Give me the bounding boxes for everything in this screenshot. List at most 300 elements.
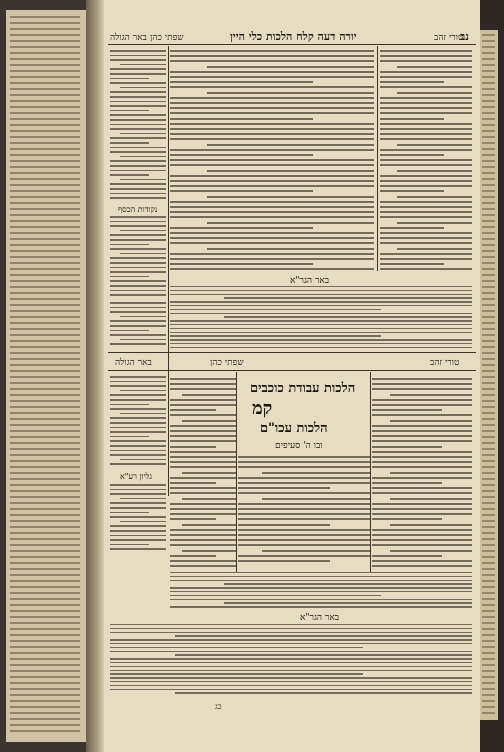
upper-right-column <box>380 50 472 270</box>
text-line <box>10 484 80 486</box>
text-line <box>238 456 370 458</box>
column-divider <box>370 372 371 572</box>
text-line <box>372 487 472 489</box>
text-line <box>482 412 495 414</box>
text-line <box>482 124 495 126</box>
text-line <box>170 253 374 255</box>
text-line <box>10 244 80 246</box>
text-line <box>110 422 166 424</box>
text-line <box>10 310 80 312</box>
text-line <box>482 400 495 402</box>
text-line <box>482 148 495 150</box>
text-line <box>10 346 80 348</box>
text-line <box>10 424 80 426</box>
section-rule <box>108 352 476 353</box>
text-line <box>380 201 472 203</box>
text-line <box>10 34 80 36</box>
text-line <box>10 232 80 234</box>
text-line <box>482 238 495 240</box>
text-line <box>224 316 472 317</box>
text-line <box>10 406 80 408</box>
text-line <box>10 682 80 684</box>
text-line <box>170 492 236 494</box>
text-line <box>110 257 166 259</box>
text-line <box>482 76 495 78</box>
text-line <box>182 420 236 422</box>
text-line <box>482 214 495 216</box>
text-line <box>482 388 495 390</box>
text-line <box>170 343 472 344</box>
text-line <box>170 133 374 135</box>
text-line <box>170 180 374 182</box>
header-author-left: שפתי כהן <box>150 33 184 43</box>
header-author-right: טורי זהב <box>434 33 464 43</box>
text-line <box>110 440 166 442</box>
text-line <box>482 694 495 696</box>
text-line <box>482 142 495 144</box>
text-line <box>10 160 80 162</box>
text-line <box>482 382 495 384</box>
text-line <box>10 262 80 264</box>
text-line <box>10 142 80 144</box>
text-line <box>482 208 495 210</box>
text-line <box>110 216 166 218</box>
text-line <box>380 242 472 244</box>
text-line <box>110 193 166 195</box>
text-line <box>397 196 472 198</box>
text-line <box>10 370 80 372</box>
text-line <box>372 529 472 531</box>
text-line <box>170 565 236 567</box>
side-column-heading: נקודות הכסף <box>118 205 158 214</box>
text-line <box>10 712 80 714</box>
text-line <box>10 598 80 600</box>
text-line <box>372 482 442 484</box>
text-line <box>238 529 370 531</box>
text-line <box>110 96 166 98</box>
text-line <box>380 71 472 73</box>
text-line <box>110 624 472 625</box>
text-line <box>110 59 166 61</box>
text-line <box>482 652 495 654</box>
text-line <box>110 294 166 296</box>
text-line <box>10 298 80 300</box>
text-line <box>170 599 472 600</box>
text-line <box>390 524 472 526</box>
text-line <box>110 280 166 282</box>
text-line <box>170 383 236 385</box>
text-line <box>10 40 80 42</box>
text-line <box>372 388 472 390</box>
text-line <box>10 94 80 96</box>
text-line <box>238 466 370 468</box>
text-line <box>110 91 166 93</box>
text-line <box>120 253 166 255</box>
text-line <box>110 276 149 278</box>
text-line <box>10 724 80 726</box>
text-line <box>170 587 472 588</box>
text-line <box>482 256 495 258</box>
text-line <box>10 526 80 528</box>
text-line <box>110 142 149 144</box>
text-line <box>10 556 80 558</box>
text-line <box>380 180 472 182</box>
text-line <box>110 643 472 644</box>
text-line <box>170 309 381 310</box>
text-line <box>10 634 80 636</box>
side-column-label: באר הגולה <box>110 33 147 43</box>
text-line <box>10 124 80 126</box>
lower-header-right: טורי זהב <box>430 358 460 368</box>
text-line <box>110 320 166 322</box>
text-line <box>380 50 472 52</box>
text-line <box>10 136 80 138</box>
text-line <box>238 477 370 479</box>
text-line <box>10 718 80 720</box>
text-line <box>482 268 495 270</box>
text-line <box>110 82 166 84</box>
text-line <box>170 513 236 515</box>
text-line <box>372 435 472 437</box>
text-line <box>110 507 166 509</box>
text-line <box>170 555 216 557</box>
text-line <box>10 106 80 108</box>
text-line <box>238 560 330 562</box>
text-line <box>380 253 472 255</box>
text-line <box>110 165 166 167</box>
text-line <box>380 258 472 260</box>
text-line <box>10 574 80 576</box>
text-line <box>390 420 472 422</box>
text-line <box>170 435 236 437</box>
text-line <box>372 399 472 401</box>
text-line <box>482 658 495 660</box>
text-line <box>380 263 444 265</box>
text-line <box>482 52 495 54</box>
text-line <box>170 487 236 489</box>
text-line <box>110 221 166 223</box>
text-line <box>110 628 472 629</box>
text-line <box>170 388 236 390</box>
text-line <box>10 340 80 342</box>
text-line <box>207 222 374 224</box>
text-line <box>482 460 495 462</box>
text-line <box>10 460 80 462</box>
text-line <box>170 591 472 592</box>
text-line <box>482 34 495 36</box>
text-line <box>170 50 374 52</box>
header-rule <box>108 44 476 45</box>
text-line <box>110 539 166 541</box>
text-line <box>482 508 495 510</box>
text-line <box>390 394 472 396</box>
text-line <box>482 586 495 588</box>
text-line <box>170 81 313 83</box>
text-line <box>10 514 80 516</box>
text-line <box>110 128 166 130</box>
text-line <box>238 461 370 463</box>
text-line <box>110 105 166 107</box>
text-line <box>482 286 495 288</box>
text-line <box>110 685 472 686</box>
text-line <box>110 110 149 112</box>
text-line <box>262 498 370 500</box>
page-number: נב <box>460 30 469 43</box>
text-line <box>170 560 236 562</box>
text-line <box>110 385 166 387</box>
text-line <box>110 137 166 139</box>
text-line <box>110 535 166 537</box>
text-line <box>170 409 216 411</box>
text-line <box>10 610 80 612</box>
text-line <box>482 418 495 420</box>
text-line <box>10 190 80 192</box>
text-line <box>10 604 80 606</box>
text-line <box>482 592 495 594</box>
text-line <box>120 87 166 89</box>
text-line <box>10 304 80 306</box>
text-line <box>110 450 166 452</box>
text-line <box>482 466 495 468</box>
text-line <box>110 662 472 663</box>
text-line <box>10 394 80 396</box>
text-line <box>170 456 236 458</box>
text-line <box>482 340 495 342</box>
text-line <box>482 232 495 234</box>
text-line <box>380 154 444 156</box>
text-line <box>120 316 166 318</box>
text-line <box>482 40 495 42</box>
text-line <box>10 706 80 708</box>
text-line <box>110 512 149 514</box>
column-divider <box>236 372 237 572</box>
gilyon-notes <box>110 484 166 554</box>
text-line <box>482 598 495 600</box>
text-line <box>110 197 166 199</box>
text-line <box>10 652 80 654</box>
text-line <box>182 498 236 500</box>
text-line <box>110 394 166 396</box>
text-line <box>110 267 166 269</box>
text-line <box>380 185 472 187</box>
text-line <box>110 160 166 162</box>
column-divider <box>168 46 169 496</box>
text-line <box>10 412 80 414</box>
text-line <box>170 71 374 73</box>
text-line <box>380 232 472 234</box>
text-line <box>110 431 166 433</box>
text-line <box>10 22 80 24</box>
text-line <box>110 311 166 313</box>
text-line <box>110 170 166 172</box>
text-line <box>482 616 495 618</box>
text-line <box>10 70 80 72</box>
text-line <box>10 688 80 690</box>
text-line <box>10 538 80 540</box>
text-line <box>110 183 166 185</box>
text-line <box>482 664 495 666</box>
text-line <box>482 532 495 534</box>
text-line <box>10 640 80 642</box>
text-line <box>397 66 472 68</box>
text-line <box>110 244 149 246</box>
text-line <box>372 466 472 468</box>
text-line <box>170 201 374 203</box>
text-line <box>482 646 495 648</box>
text-line <box>170 320 472 321</box>
text-line <box>110 454 166 456</box>
text-line <box>380 97 472 99</box>
text-line <box>10 568 80 570</box>
text-line <box>110 639 472 640</box>
text-line <box>380 164 472 166</box>
text-line <box>170 425 236 427</box>
text-line <box>372 508 472 510</box>
text-line <box>10 280 80 282</box>
text-line <box>170 206 374 208</box>
text-line <box>110 658 472 659</box>
text-line <box>10 316 80 318</box>
text-line <box>482 538 495 540</box>
text-line <box>482 394 495 396</box>
text-line <box>10 616 80 618</box>
text-line <box>110 285 166 287</box>
text-line <box>372 503 472 505</box>
commentary-block <box>170 286 472 348</box>
text-line <box>110 673 363 674</box>
text-line <box>380 102 472 104</box>
text-line <box>10 550 80 552</box>
text-line <box>10 520 80 522</box>
text-line <box>482 628 495 630</box>
text-line <box>10 178 80 180</box>
text-line <box>170 335 381 336</box>
text-line <box>482 712 495 714</box>
text-line <box>482 580 495 582</box>
text-line <box>372 425 472 427</box>
text-line <box>170 324 472 325</box>
text-line <box>10 130 80 132</box>
text-line <box>170 97 374 99</box>
text-line <box>10 454 80 456</box>
text-line <box>110 271 166 273</box>
upper-side-column <box>110 50 166 200</box>
text-line <box>10 580 80 582</box>
text-line <box>482 682 495 684</box>
text-line <box>380 128 472 130</box>
text-line <box>10 64 80 66</box>
text-line <box>380 123 472 125</box>
lower-wide-text <box>170 572 472 610</box>
text-line <box>10 400 80 402</box>
text-line <box>110 334 166 336</box>
text-line <box>482 346 495 348</box>
text-line <box>380 118 444 120</box>
text-line <box>170 339 472 340</box>
text-line <box>170 305 472 306</box>
text-line <box>10 448 80 450</box>
text-line <box>10 436 80 438</box>
text-line <box>10 220 80 222</box>
text-line <box>170 461 236 463</box>
text-line <box>110 484 166 486</box>
text-line <box>207 196 374 198</box>
text-line <box>110 399 166 401</box>
text-line <box>10 328 80 330</box>
text-line <box>170 164 374 166</box>
text-line <box>175 635 472 636</box>
text-line <box>175 654 472 655</box>
text-line <box>482 562 495 564</box>
text-line <box>390 498 472 500</box>
text-line <box>482 502 495 504</box>
text-line <box>238 508 370 510</box>
text-line <box>482 280 495 282</box>
text-line <box>110 68 166 70</box>
text-line <box>372 555 442 557</box>
lower-mid-column <box>170 378 236 568</box>
text-line <box>372 518 442 520</box>
text-line <box>110 50 166 52</box>
text-line <box>170 76 374 78</box>
text-line <box>482 178 495 180</box>
text-line <box>170 328 472 329</box>
text-line <box>397 222 472 224</box>
text-line <box>482 472 495 474</box>
text-line <box>110 147 166 149</box>
text-line <box>10 418 80 420</box>
text-line <box>380 237 472 239</box>
text-line <box>482 322 495 324</box>
text-line <box>110 427 166 429</box>
text-line <box>170 232 374 234</box>
text-line <box>110 343 166 345</box>
text-line <box>170 128 374 130</box>
text-line <box>10 148 80 150</box>
text-line <box>482 46 495 48</box>
text-line <box>10 508 80 510</box>
text-line <box>482 676 495 678</box>
text-line <box>10 250 80 252</box>
text-line <box>380 76 472 78</box>
siman-marker: קמ <box>252 398 273 419</box>
text-line <box>380 149 472 151</box>
text-line <box>372 451 472 453</box>
text-line <box>482 88 495 90</box>
text-line <box>482 316 495 318</box>
text-line <box>170 290 472 291</box>
text-line <box>380 86 472 88</box>
text-line <box>170 580 472 581</box>
text-line <box>10 430 80 432</box>
text-line <box>110 530 166 532</box>
text-line <box>482 172 495 174</box>
text-line <box>110 681 472 682</box>
text-line <box>10 466 80 468</box>
text-line <box>120 498 166 500</box>
text-line <box>397 248 472 250</box>
text-line <box>482 496 495 498</box>
main-section-title: הלכות עבודת כוכבים <box>250 381 356 396</box>
text-line <box>120 521 166 523</box>
text-line <box>482 490 495 492</box>
text-line <box>170 55 374 57</box>
text-line <box>482 556 495 558</box>
text-line <box>170 118 313 120</box>
text-line <box>110 417 166 419</box>
text-line <box>10 628 80 630</box>
text-line <box>120 390 166 392</box>
